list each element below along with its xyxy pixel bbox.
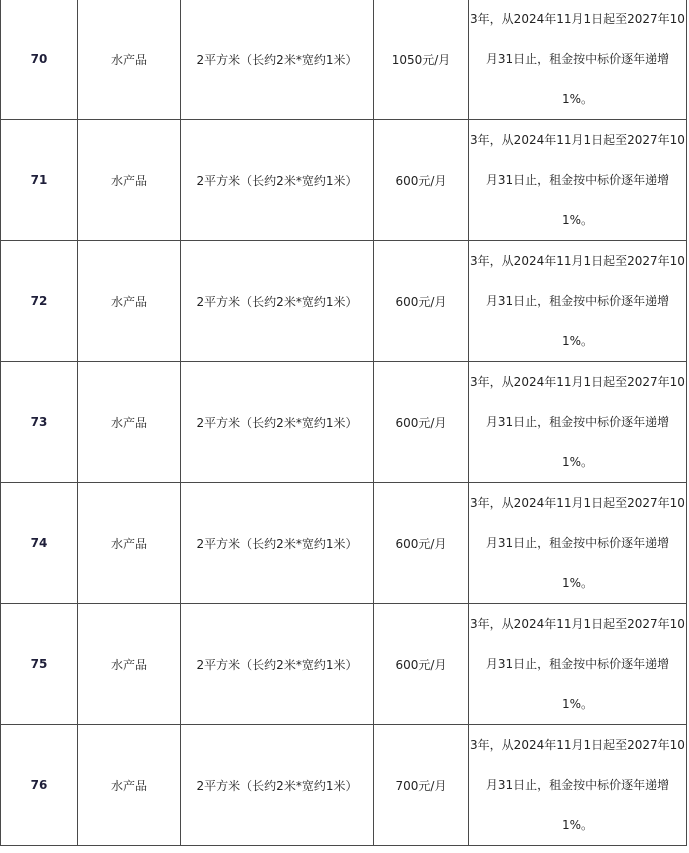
lease-term-line: 3年，从2024年11月1日起至2027年10 (470, 12, 685, 26)
stall-number-cell: 73 (1, 362, 78, 483)
stall-number-cell: 74 (1, 483, 78, 604)
lease-term-line: 月31日止，租金按中标价逐年递增 (485, 415, 670, 429)
lease-term-line: 月31日止，租金按中标价逐年递增 (485, 778, 670, 792)
rent-cell: 1050元/月 (374, 0, 469, 120)
lease-term-cell (469, 0, 687, 120)
stall-number-cell: 72 (1, 241, 78, 362)
stall-size-cell: 2平方米（长约2米*宽约1米） (181, 362, 374, 483)
lease-term-line: 月31日止，租金按中标价逐年递增 (485, 536, 670, 550)
lease-term-line: 3年，从2024年11月1日起至2027年10 (470, 375, 685, 389)
lease-term-cell (469, 604, 687, 725)
lease-term-cell (469, 362, 687, 483)
rent-cell: 600元/月 (374, 604, 469, 725)
table-row (1, 604, 687, 725)
category-cell: 水产品 (78, 483, 181, 604)
stall-number-cell: 70 (1, 0, 78, 120)
lease-term-line: 1%。 (561, 334, 594, 348)
lease-term-line: 1%。 (561, 818, 594, 832)
lease-term-line: 月31日止，租金按中标价逐年递增 (485, 52, 670, 66)
lease-term-line: 3年，从2024年11月1日起至2027年10 (470, 254, 685, 268)
table-row (1, 725, 687, 846)
lease-term-cell (469, 725, 687, 846)
lease-term-cell (469, 120, 687, 241)
stall-number-cell: 76 (1, 725, 78, 846)
stall-size-cell: 2平方米（长约2米*宽约1米） (181, 0, 374, 120)
lease-term-cell (469, 241, 687, 362)
rent-cell: 600元/月 (374, 362, 469, 483)
stall-size-cell: 2平方米（长约2米*宽约1米） (181, 241, 374, 362)
rent-cell: 600元/月 (374, 241, 469, 362)
lease-term-line: 1%。 (561, 213, 594, 227)
stall-number-cell: 75 (1, 604, 78, 725)
rent-cell: 700元/月 (374, 725, 469, 846)
rent-cell: 600元/月 (374, 120, 469, 241)
category-cell: 水产品 (78, 120, 181, 241)
stall-size-cell: 2平方米（长约2米*宽约1米） (181, 725, 374, 846)
stall-size-cell: 2平方米（长约2米*宽约1米） (181, 483, 374, 604)
lease-term-line: 1%。 (561, 455, 594, 469)
lease-term-line: 1%。 (561, 697, 594, 711)
lease-term-cell (469, 483, 687, 604)
category-cell: 水产品 (78, 604, 181, 725)
table-row (1, 0, 687, 120)
lease-term-line: 3年，从2024年11月1日起至2027年10 (470, 738, 685, 752)
table-row (1, 120, 687, 241)
stall-size-cell: 2平方米（长约2米*宽约1米） (181, 604, 374, 725)
lease-term-line: 月31日止，租金按中标价逐年递增 (485, 294, 670, 308)
category-cell: 水产品 (78, 241, 181, 362)
table-row (1, 483, 687, 604)
lease-term-line: 3年，从2024年11月1日起至2027年10 (470, 496, 685, 510)
table-row (1, 362, 687, 483)
lease-term-line: 月31日止，租金按中标价逐年递增 (485, 657, 670, 671)
rent-cell: 600元/月 (374, 483, 469, 604)
category-cell: 水产品 (78, 0, 181, 120)
stall-number-cell: 71 (1, 120, 78, 241)
table-row (1, 241, 687, 362)
category-cell: 水产品 (78, 725, 181, 846)
lease-term-line: 3年，从2024年11月1日起至2027年10 (470, 617, 685, 631)
lease-term-line: 1%。 (561, 576, 594, 590)
lease-term-line: 月31日止，租金按中标价逐年递增 (485, 173, 670, 187)
lease-term-line: 3年，从2024年11月1日起至2027年10 (470, 133, 685, 147)
lease-term-line: 1%。 (561, 92, 594, 106)
stall-size-cell: 2平方米（长约2米*宽约1米） (181, 120, 374, 241)
category-cell: 水产品 (78, 362, 181, 483)
